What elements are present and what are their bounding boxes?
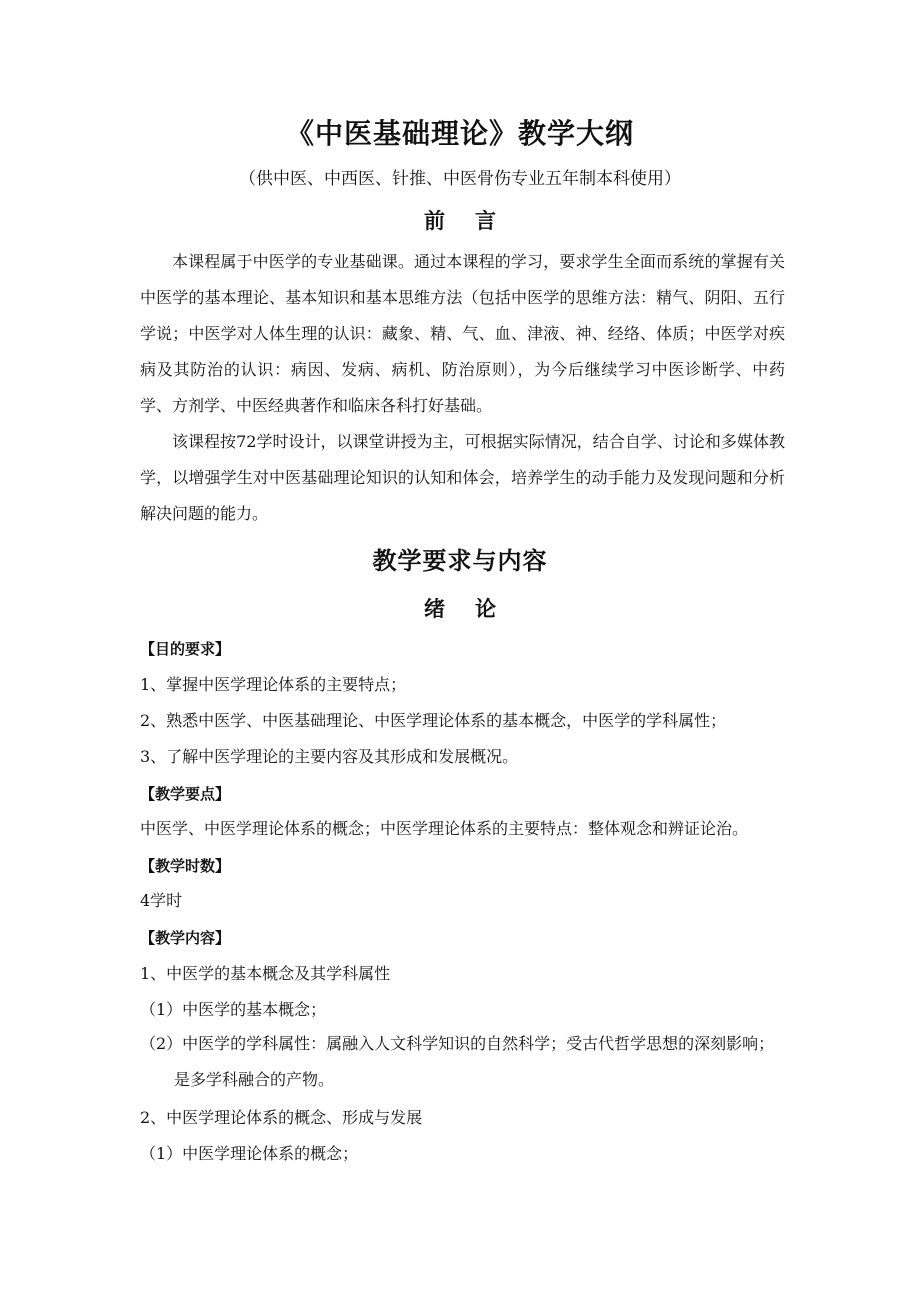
objective-item: 3、了解中医学理论的主要内容及其形成和发展概况。 [140, 747, 519, 766]
section-heading: 教学要求与内容 [372, 547, 548, 575]
content-subitem: （2）中医学的学科属性：属融入人文科学知识的自然科学；受古代哲学思想的深刻影响；是多学科融合的产物。 [140, 1034, 775, 1089]
keypoints-label: 【教学要点】 [140, 785, 231, 803]
objective-item: 1、掌握中医学理论体系的主要特点； [140, 675, 407, 694]
hours-text: 4学时 [140, 891, 183, 910]
content-item: 2、中医学理论体系的概念、形成与发展 [140, 1108, 423, 1127]
document-title: 《中医基础理论》教学大纲 [285, 117, 634, 150]
preface-heading: 前言 [424, 209, 526, 233]
objective-item: 2、熟悉中医学、中医基础理论、中医学理论体系的基本概念，中医学的学科属性； [140, 711, 727, 730]
document-subtitle: （供中医、中西医、针推、中医骨伤专业五年制本科使用） [239, 169, 681, 189]
keypoints-text: 中医学、中医学理论体系的概念；中医学理论体系的主要特点：整体观念和辨证论治。 [140, 819, 749, 838]
content-item: 1、中医学的基本概念及其学科属性 [140, 964, 391, 983]
objectives-label: 【目的要求】 [140, 640, 231, 658]
content-label: 【教学内容】 [140, 929, 231, 947]
hours-label: 【教学时数】 [140, 857, 231, 875]
preface-paragraph: 该课程按72学时设计，以课堂讲授为主，可根据实际情况，结合自学、讨论和多媒体教学，以增强学生对中医基础理论知识的认知和体会，培养学生的动手能力及发现问题和分析解决问题的能力。 [140, 432, 785, 523]
content-subitem: （1）中医学的基本概念； [140, 1000, 327, 1019]
content-subitem: （1）中医学理论体系的概念； [140, 1144, 359, 1163]
intro-heading: 绪论 [424, 597, 526, 621]
preface-paragraph: 本课程属于中医学的专业基础课。通过本课程的学习，要求学生全面而系统的掌握有关中医学的基本理论、基本知识和基本思维方法（包括中医学的思维方法：精气、阴阳、五行学说；中医学对人体生理的认识：藏象、精、气、血、津液、神、经络、体质；中医学对疾病及其防治的认识：病因、发病、病机、防治原则），为今后继续学习中医诊断学、中药学、方剂学、中医经典著作和临床各科打好基础。 [140, 252, 785, 415]
